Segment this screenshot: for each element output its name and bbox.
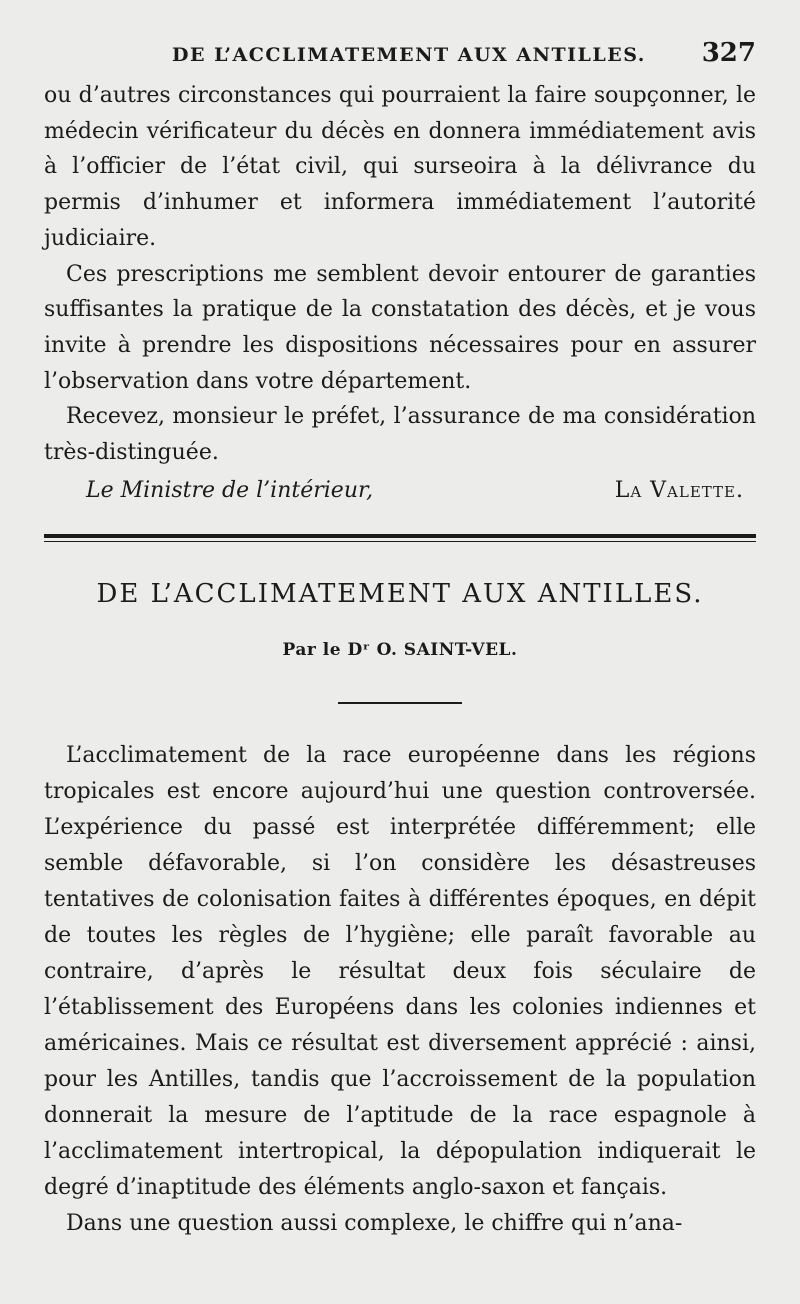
letter-paragraph-2: Ces prescriptions me semblent devoir entourer de garanties suffisantes la pratique de la constatation des décès, et je vous invite à prendre les dispositions nécessaires pour en assurer l’observation dans votre département. (44, 261, 756, 394)
section-divider-thick (44, 534, 756, 538)
section-divider-thin (44, 541, 756, 542)
signature-line (86, 473, 744, 509)
article-body (44, 738, 756, 1242)
article-paragraph-2: Dans une question aussi complexe, le chiffre qui n’ana- (66, 1211, 683, 1236)
running-head (0, 38, 800, 78)
article-paragraph-1: L’acclimatement de la race européenne dans les régions tropicales est encore aujourd’hui une question controversée. L’expérience du passé est interprétée différemment; elle semble défavorable, si l’on considère les désastreuses tentatives de colonisation faites à différentes époques, en dépit de toutes les règles de l’hygiène; elle paraît favorable au contraire, d’après le résultat deux fois séculaire de l’établissement des Européens dans les colonies indiennes et américaines. Mais ce résultat est diversement apprécié : ainsi, pour les Antilles, tandis que l’accroissement de la population donnerait la mesure de l’aptitude de la race espagnole à l’acclimatement intertropical, la dépopulation indiquerait le degré d’inaptitude des éléments anglo-saxon et fançais. (44, 743, 756, 1200)
page-number: 327 (701, 38, 756, 68)
article-title: DE L’ACCLIMATEMENT AUX ANTILLES. (96, 579, 704, 609)
byline-rule (338, 702, 462, 704)
letter-paragraph-1: ou d’autres circonstances qui pourraient la faire soupçonner, le médecin vérificateur du décès en donnera immédiatement avis à l’officier de l’état civil, qui surseoira à la délivrance du permis d’inhumer et informera immédiatement l’autorité judiciaire. (44, 83, 756, 251)
signature-title: Le Ministre de l’intérieur, (86, 477, 374, 503)
article-byline: Par le Dʳ O. SAINT-VEL. (282, 640, 518, 660)
running-title: DE L’ACCLIMATEMENT AUX ANTILLES. (172, 44, 646, 66)
letter-continuation (44, 78, 756, 509)
letter-paragraph-3: Recevez, monsieur le préfet, l’assurance de ma considération très-distinguée. (44, 404, 756, 466)
signature-name: La Valette. (614, 477, 744, 503)
